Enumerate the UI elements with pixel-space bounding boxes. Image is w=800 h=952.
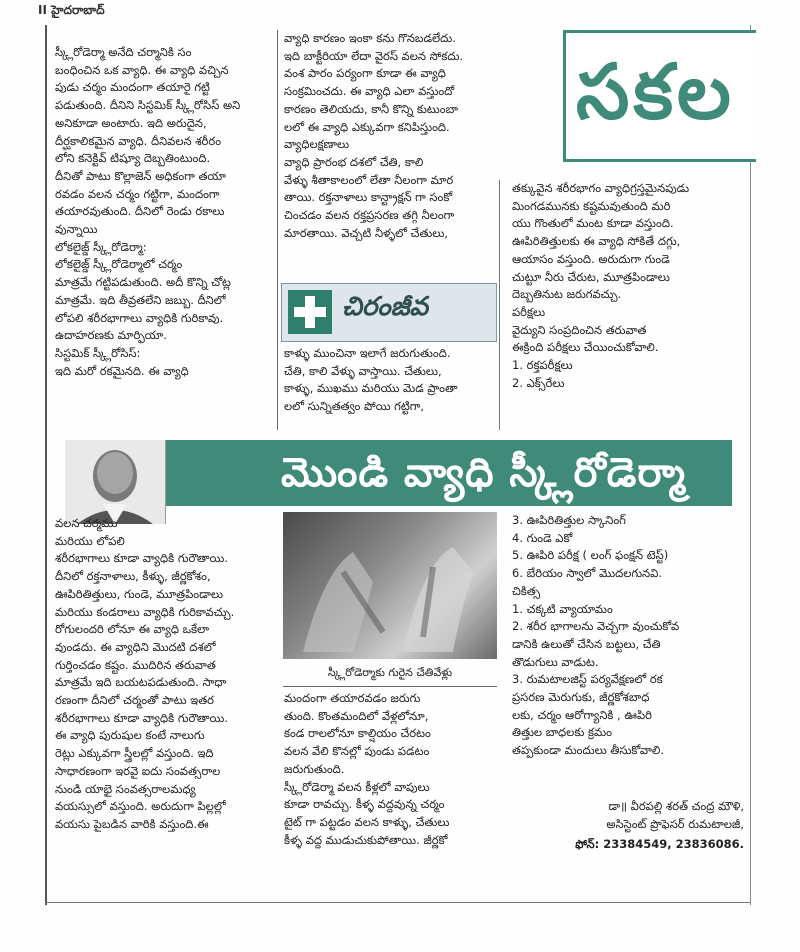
hands-illustration-icon bbox=[283, 512, 497, 659]
column-divider bbox=[277, 30, 278, 430]
edition-header: II హైదరాబాద్ bbox=[38, 3, 105, 17]
article-col2-top: వ్యాధి కారణం ఇంకా కను గొనబడలేదు. ఇది బాక్టీరియా లేదా వైరస్ వలన సోకదు. వంశ పారం పర్యంగా కూడా ఈ వ్యాధి సంక్రమించదు. ఈ వ్యాధి ఎలా వస్తుందో కారణం తెలియదు, కానీ కొన్ని కుటుంబా లలో ఈ వ్యాధి ఎక్కువగా కనిపిస్తుంది. వ్యాధిలక్షణాలు వ్యాధి ప్రారంభ దశలో చేతి, కాలి వేళ్ళు శీతాకాలంలో లేతా నీలంగా మార తాయి. రక్తనాళాలు కాన్ట్రాక్షన్ గా సంకో చించడం వలన రక్తప్రసరణ తగ్గి నీలంగా మారతాయి. వెచ్చటి నీళ్ళలో చేతులు, bbox=[284, 31, 464, 240]
author-portrait-icon bbox=[65, 440, 165, 524]
chiranjeevi-label: చిరంజీవ bbox=[342, 292, 429, 322]
author-photo bbox=[65, 440, 166, 524]
article-col2-bottom: మందంగా తయారవడం జరుగు తుంది. కొంతమందిలో వేళ్లలోనూ, కండ రాలలోనూ కాల్షియం చేరటం వలన వేలి కొనల్లో పుండు పడటం జరుగుతుంది. స్క్లీరోడెర్మా వలన కీళ్లలో వాపులు కూడా రావచ్చు. కీళ్ళ వద్దవున్న చర్మం టైట్ గా పట్టడం వలన కాళ్ళు, చేతులు కీళ్ళ వద్ద ముడుచుకుపోతాయి. జీర్ణకో bbox=[284, 691, 450, 847]
article-col1-bottom: వలన చర్మము మరియు లోపలి శరీరభాగాలు కూడా వ్యాధికి గురౌతాయి. దీనిలో రక్తనాళాలు, కీళ్ళు, జీర్ణకోశం, ఊపిరితిత్తులు, గుండె, మూత్రపిండాలు మరియు కండరాలు వ్యాధికి గురికావచ్చు. రోగులందరి లోనూ ఈ వ్యాధి ఒకేలా వుండదు. ఈ వ్యాధిని మొదటి దశలో గుర్తించడం కష్టం. ముదిరిన తరువాత మాత్రమే ఇది బయటపడుతుంది. సాధా రణంగా దీనిలో చర్మంతో పాటు ఇతర శరీరభాగాలు కూడా వ్యాధికి గురౌతాయి. ఈ వ్యాధి పురుషుల కంటే నాలుగు రెట్లు ఎక్కువగా స్త్రీలల్లో వస్తుంది. ఇది సాధారణంగా ఇరవై ఐదు సంవత్సరాల నుండి యాభై సంవత్సరాలమధ్య వయస్సులో వస్తుంది. అరుదుగా పిల్లల్లో వయసు పైబడిన వారికి వస్తుంది.ఈ bbox=[55, 516, 235, 831]
logo-text: సకల bbox=[576, 47, 735, 136]
left-border bbox=[45, 25, 47, 905]
author-title: అసిస్టెంట్ ప్రొఫెసర్ రుమటాలజీ, bbox=[606, 817, 744, 831]
article-col1-top: స్క్లీరోడెర్మా అనేది చర్మానికి సం బంధించిన ఒక వ్యాధి. ఈ వ్యాధి వచ్చిన పుడు చర్మం మందంగా తయారై గట్టి పడుతుంది. దీనిని సిస్టమిక్ స్క్లీరోసిస్ అని అనికూడా అంటారు. ఇది అరుదైన, దీర్ఘకాలికమైన వ్యాధి. దీనివలన శరీరం లోని కనెక్టివ్ టిష్యూ దెబ్బతింటుంది. దీనితో పాటు కొల్లాజెన్ అధికంగా తయా రవడం వలన చర్మం గట్టిగా, మందంగా తయారవుతుంది. దీనిలో రెండు రకాలు వున్నాయి లోకలైజ్డ్ స్క్లీరోడెర్మా: లోకలైజ్డ్ స్క్లీరోడెర్మాలో చర్మం మాత్రమే గట్టిపడుతుంది. అదీ కొన్ని చోట్ల మాత్రమే. ఇది తీవ్రతలేని జబ్బు. దీనిలో లోపలి శరీరభాగాలు వ్యాధికి గురికావు. ఉదాహరణకు మార్ఫియా. సిస్టమిక్ స్క్లీరోసిస్: ఇది మరో రకమైనది. ఈ వ్యాధి bbox=[55, 45, 241, 378]
medical-cross-icon bbox=[288, 290, 332, 334]
chiranjeevi-logo bbox=[281, 283, 497, 342]
article-col3-top: తక్కువైన శరీరభాగం వ్యాధిగ్రస్తమైనపుడు మింగడమునకు కష్టమవుతుంది మరి యు గొంతులో మంట కూడా వస్తుంది. ఊపిరితిత్తులకు ఈ వ్యాధి సోకితే దగ్గు, ఆయాసం వస్తుంది. అరుదుగా గుండె చుట్టూ నీరు చేరుట, మూత్రపిండాలు దెబ్బతినుట జరుగవచ్చు. పరీక్షలు వైద్యుని సంప్రదించిన తరువాత ఈక్రింది పరీక్షలు చేయించుకోవాలి. 1. రక్తపరీక్షలు 2. ఎక్స్‌రేలు bbox=[512, 181, 690, 390]
photo-caption: స్క్లీరోడెర్మాకు గురైన చేతివేళ్లు bbox=[283, 660, 497, 687]
bottom-border bbox=[45, 902, 750, 903]
article-col2-mid: కాళ్ళు ముంచినా ఇలాగే జరుగుతుంది. చేతి, కాలి వేళ్ళు వాస్తాయి. చేతులు, కాళ్ళు, ముఖము మరియు మెడ ప్రాంతా లలో సున్నితత్వం పోయి గట్టిగా, bbox=[284, 346, 458, 414]
author-name: డా॥ వీరపల్లి శరత్ చంద్ర మౌళి, bbox=[608, 799, 744, 813]
headline-title: మొండి వ్యాధి స్క్లీరోడెర్మా bbox=[281, 450, 686, 496]
author-phone: ఫోన్: 23384549, 23836086. bbox=[575, 837, 744, 851]
sakala-logo bbox=[563, 30, 756, 162]
article-col3-bottom: 3. ఊపిరితిత్తుల స్కానింగ్ 4. గుండె ఎకో 5. ఊపిరి పరీక్ష ( లంగ్ ఫంక్షన్ టెస్ట్) 6. బేరియం స్వాలో మొదలగునవి. చికిత్స 1. చక్కటి వ్యాయామం 2. శరీర భాగాలను వెచ్చగా వుంచుకోవ డానికి ఉలుతో చేసిన బట్టలు, చేతి తొడుగులు వాడుట. 3. రుమటాలజిస్ట్ పర్యవేక్షణలో రక ప్రసరణ మెరుగుకు, జీర్ణకోశబాధ లకు, చర్మం ఆరోగ్యానికి , ఊపిరి తిత్తుల బాధలకు క్రమం తప్పకుండా మందులు తీసుకోవాలి. bbox=[512, 513, 680, 758]
hands-photo bbox=[283, 512, 497, 659]
column-divider bbox=[499, 180, 500, 430]
